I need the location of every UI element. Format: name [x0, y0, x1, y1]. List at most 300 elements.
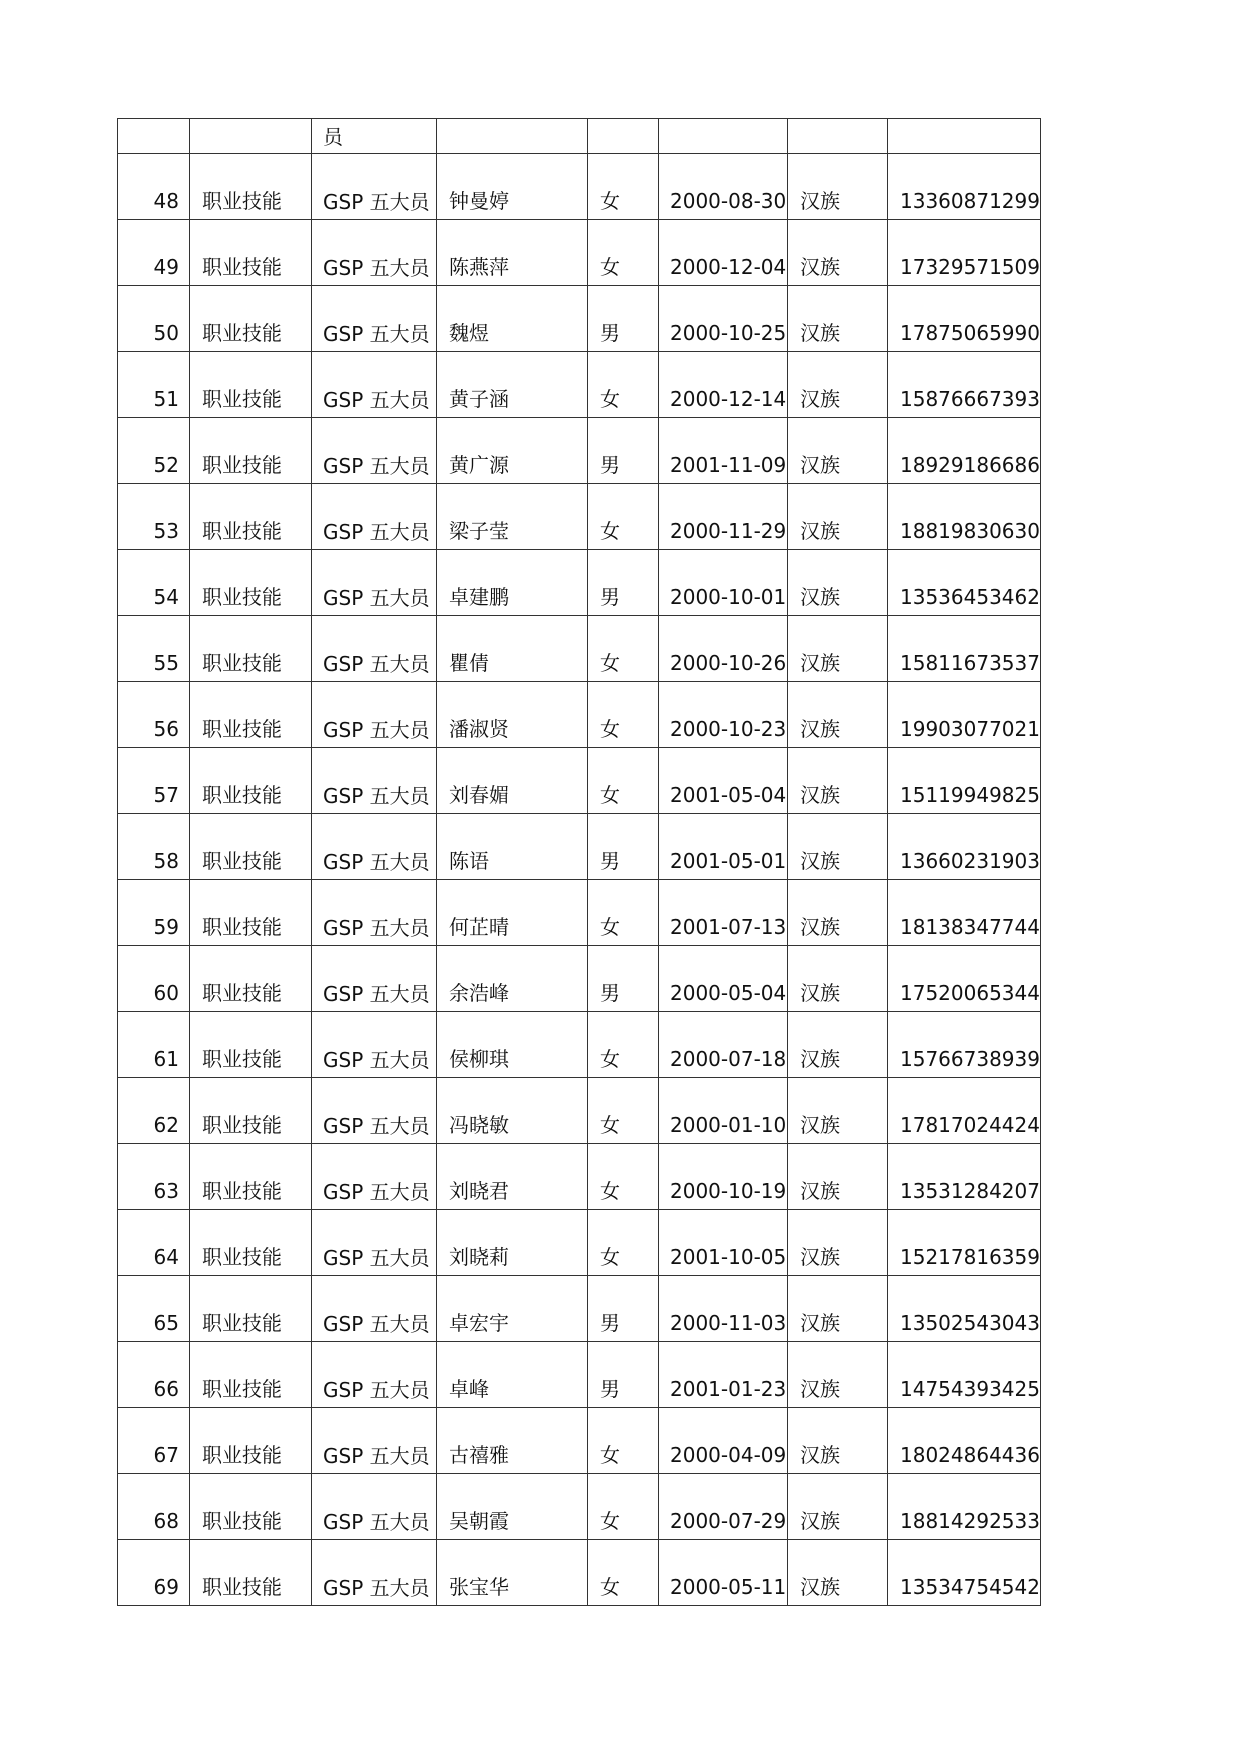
- cell-project: [312, 286, 437, 352]
- cell-name: [437, 682, 588, 748]
- cell-phone: [888, 119, 1041, 154]
- cell-category: [190, 484, 312, 550]
- cell-number: [118, 1276, 190, 1342]
- cell-text: 汉族: [800, 189, 840, 213]
- cell-text: GSP 五大员: [323, 1246, 430, 1270]
- cell-name: [437, 119, 588, 154]
- cell-name: [437, 880, 588, 946]
- cell-project: [312, 1408, 437, 1474]
- cell-text: 陈语: [449, 849, 489, 873]
- cell-text: 68: [153, 1509, 179, 1533]
- cell-text: GSP 五大员: [323, 916, 430, 940]
- table-row: [118, 946, 1041, 1012]
- cell-text: 56: [153, 717, 179, 741]
- cell-ethnicity: [788, 220, 888, 286]
- cell-text: [788, 145, 887, 153]
- cell-project: [312, 484, 437, 550]
- cell-text: 18819830630: [900, 519, 1040, 543]
- cell-birthdate: [659, 484, 788, 550]
- cell-text: 2000-08-30: [670, 189, 787, 213]
- cell-category: [190, 550, 312, 616]
- cell-text: 50: [153, 321, 179, 345]
- cell-number: [118, 748, 190, 814]
- cell-category: [190, 220, 312, 286]
- cell-text: 女: [600, 1509, 620, 1533]
- cell-text: GSP 五大员: [323, 256, 430, 280]
- table-row: [118, 352, 1041, 418]
- cell-project: [312, 119, 437, 154]
- cell-birthdate: [659, 1276, 788, 1342]
- cell-text: 男: [600, 981, 620, 1005]
- cell-text: 62: [153, 1113, 179, 1137]
- cell-category: [190, 1210, 312, 1276]
- cell-text: 职业技能: [202, 1509, 282, 1533]
- cell-birthdate: [659, 154, 788, 220]
- cell-text: 2000-10-26: [670, 651, 787, 675]
- cell-project: [312, 1540, 437, 1606]
- cell-text: 卓建鹏: [449, 585, 509, 609]
- cell-ethnicity: [788, 880, 888, 946]
- cell-text: 13660231903: [900, 849, 1040, 873]
- cell-text: 职业技能: [202, 981, 282, 1005]
- cell-text: GSP 五大员: [323, 784, 430, 808]
- cell-ethnicity: [788, 814, 888, 880]
- cell-gender: [588, 550, 659, 616]
- cell-number: [118, 550, 190, 616]
- cell-category: [190, 748, 312, 814]
- cell-birthdate: [659, 352, 788, 418]
- cell-gender: [588, 1276, 659, 1342]
- cell-gender: [588, 286, 659, 352]
- cell-phone: [888, 418, 1041, 484]
- cell-text: 64: [153, 1245, 179, 1269]
- cell-text: 女: [600, 1575, 620, 1599]
- cell-number: [118, 1144, 190, 1210]
- cell-text: 职业技能: [202, 453, 282, 477]
- cell-text: 汉族: [800, 1377, 840, 1401]
- cell-text: 2001-07-13: [670, 915, 787, 939]
- cell-text: GSP 五大员: [323, 388, 430, 412]
- table-row: [118, 1474, 1041, 1540]
- cell-text: 汉族: [800, 1509, 840, 1533]
- cell-name: [437, 550, 588, 616]
- cell-project: [312, 418, 437, 484]
- cell-text: 吴朝霞: [449, 1509, 509, 1533]
- cell-text: 2000-07-29: [670, 1509, 787, 1533]
- cell-text: 职业技能: [202, 1443, 282, 1467]
- cell-text: GSP 五大员: [323, 586, 430, 610]
- cell-text: 15217816359: [900, 1245, 1040, 1269]
- cell-gender: [588, 1210, 659, 1276]
- table-row: [118, 119, 1041, 154]
- cell-gender: [588, 946, 659, 1012]
- cell-name: [437, 1342, 588, 1408]
- cell-birthdate: [659, 119, 788, 154]
- cell-ethnicity: [788, 1144, 888, 1210]
- cell-phone: [888, 352, 1041, 418]
- cell-text: 汉族: [800, 981, 840, 1005]
- cell-name: [437, 748, 588, 814]
- cell-text: 刘晓君: [449, 1179, 509, 1203]
- cell-text: [190, 145, 311, 153]
- cell-text: 职业技能: [202, 1311, 282, 1335]
- cell-text: 19903077021: [900, 717, 1040, 741]
- cell-number: [118, 880, 190, 946]
- cell-category: [190, 616, 312, 682]
- table-row: [118, 682, 1041, 748]
- cell-number: [118, 682, 190, 748]
- cell-text: 58: [153, 849, 179, 873]
- cell-project: [312, 946, 437, 1012]
- cell-text: 男: [600, 321, 620, 345]
- cell-name: [437, 286, 588, 352]
- cell-gender: [588, 1408, 659, 1474]
- cell-number: [118, 119, 190, 154]
- cell-number: [118, 352, 190, 418]
- cell-text: 冯晓敏: [449, 1113, 509, 1137]
- cell-gender: [588, 484, 659, 550]
- cell-gender: [588, 1012, 659, 1078]
- cell-number: [118, 220, 190, 286]
- cell-phone: [888, 1078, 1041, 1144]
- cell-phone: [888, 220, 1041, 286]
- cell-gender: [588, 418, 659, 484]
- cell-text: 魏煜: [449, 321, 489, 345]
- cell-number: [118, 946, 190, 1012]
- cell-text: 2000-11-29: [670, 519, 787, 543]
- cell-text: 陈燕萍: [449, 255, 509, 279]
- cell-ethnicity: [788, 1474, 888, 1540]
- cell-text: 员: [323, 125, 343, 149]
- table-row: [118, 1342, 1041, 1408]
- cell-category: [190, 418, 312, 484]
- cell-text: [588, 145, 658, 153]
- cell-phone: [888, 1276, 1041, 1342]
- cell-birthdate: [659, 220, 788, 286]
- table-row: [118, 1012, 1041, 1078]
- cell-text: 余浩峰: [449, 981, 509, 1005]
- cell-text: 职业技能: [202, 1245, 282, 1269]
- cell-text: 黄子涵: [449, 387, 509, 411]
- cell-text: 刘晓莉: [449, 1245, 509, 1269]
- cell-text: 职业技能: [202, 1113, 282, 1137]
- cell-number: [118, 1342, 190, 1408]
- cell-ethnicity: [788, 682, 888, 748]
- cell-text: 职业技能: [202, 1377, 282, 1401]
- table-row: [118, 814, 1041, 880]
- table-body: [118, 119, 1041, 1606]
- cell-text: 65: [153, 1311, 179, 1335]
- cell-gender: [588, 616, 659, 682]
- cell-ethnicity: [788, 946, 888, 1012]
- cell-text: 13360871299: [900, 189, 1040, 213]
- cell-text: 52: [153, 453, 179, 477]
- cell-text: 职业技能: [202, 1179, 282, 1203]
- cell-text: 女: [600, 519, 620, 543]
- cell-text: 黄广源: [449, 453, 509, 477]
- cell-gender: [588, 119, 659, 154]
- cell-category: [190, 880, 312, 946]
- cell-text: 汉族: [800, 453, 840, 477]
- cell-ethnicity: [788, 1012, 888, 1078]
- cell-text: 2000-05-11: [670, 1575, 787, 1599]
- cell-text: 汉族: [800, 651, 840, 675]
- cell-birthdate: [659, 946, 788, 1012]
- cell-text: 汉族: [800, 1443, 840, 1467]
- cell-birthdate: [659, 286, 788, 352]
- cell-text: 女: [600, 1245, 620, 1269]
- cell-phone: [888, 946, 1041, 1012]
- cell-text: 职业技能: [202, 1575, 282, 1599]
- cell-birthdate: [659, 616, 788, 682]
- cell-text: GSP 五大员: [323, 322, 430, 346]
- cell-text: 男: [600, 453, 620, 477]
- table-row: [118, 418, 1041, 484]
- cell-birthdate: [659, 1342, 788, 1408]
- cell-ethnicity: [788, 286, 888, 352]
- cell-category: [190, 682, 312, 748]
- cell-project: [312, 682, 437, 748]
- cell-phone: [888, 748, 1041, 814]
- cell-text: 女: [600, 1047, 620, 1071]
- cell-number: [118, 1540, 190, 1606]
- cell-phone: [888, 1144, 1041, 1210]
- cell-text: 13531284207: [900, 1179, 1040, 1203]
- cell-text: 女: [600, 387, 620, 411]
- cell-number: [118, 418, 190, 484]
- cell-phone: [888, 550, 1041, 616]
- table-row: [118, 616, 1041, 682]
- cell-text: 2001-05-01: [670, 849, 787, 873]
- cell-ethnicity: [788, 550, 888, 616]
- cell-number: [118, 286, 190, 352]
- cell-name: [437, 484, 588, 550]
- cell-name: [437, 220, 588, 286]
- cell-text: 女: [600, 651, 620, 675]
- cell-text: 48: [153, 189, 179, 213]
- cell-ethnicity: [788, 119, 888, 154]
- cell-text: GSP 五大员: [323, 1180, 430, 1204]
- cell-gender: [588, 1540, 659, 1606]
- cell-project: [312, 1210, 437, 1276]
- cell-text: GSP 五大员: [323, 190, 430, 214]
- cell-text: 汉族: [800, 1245, 840, 1269]
- cell-text: GSP 五大员: [323, 1114, 430, 1138]
- cell-phone: [888, 616, 1041, 682]
- cell-text: 女: [600, 189, 620, 213]
- cell-category: [190, 1012, 312, 1078]
- cell-text: 60: [153, 981, 179, 1005]
- cell-text: 刘春媚: [449, 783, 509, 807]
- cell-text: 2001-10-05: [670, 1245, 787, 1269]
- cell-number: [118, 1408, 190, 1474]
- cell-text: 18138347744: [900, 915, 1040, 939]
- cell-phone: [888, 1540, 1041, 1606]
- cell-text: 51: [153, 387, 179, 411]
- cell-ethnicity: [788, 616, 888, 682]
- cell-name: [437, 1276, 588, 1342]
- cell-text: 职业技能: [202, 915, 282, 939]
- cell-name: [437, 1078, 588, 1144]
- cell-phone: [888, 1408, 1041, 1474]
- cell-text: 职业技能: [202, 717, 282, 741]
- cell-project: [312, 1078, 437, 1144]
- cell-gender: [588, 814, 659, 880]
- table-row: [118, 748, 1041, 814]
- cell-text: 2000-10-23: [670, 717, 787, 741]
- cell-phone: [888, 286, 1041, 352]
- cell-birthdate: [659, 880, 788, 946]
- cell-gender: [588, 1342, 659, 1408]
- table-row: [118, 550, 1041, 616]
- table-row: [118, 286, 1041, 352]
- cell-text: 53: [153, 519, 179, 543]
- cell-birthdate: [659, 1144, 788, 1210]
- cell-text: 汉族: [800, 321, 840, 345]
- cell-text: 69: [153, 1575, 179, 1599]
- cell-project: [312, 748, 437, 814]
- table-row: [118, 1276, 1041, 1342]
- cell-ethnicity: [788, 1342, 888, 1408]
- cell-text: GSP 五大员: [323, 850, 430, 874]
- cell-text: GSP 五大员: [323, 1576, 430, 1600]
- cell-project: [312, 1012, 437, 1078]
- cell-text: 2000-07-18: [670, 1047, 787, 1071]
- cell-text: 职业技能: [202, 651, 282, 675]
- table-row: [118, 1078, 1041, 1144]
- cell-number: [118, 154, 190, 220]
- cell-category: [190, 352, 312, 418]
- cell-name: [437, 1540, 588, 1606]
- cell-text: GSP 五大员: [323, 454, 430, 478]
- cell-text: GSP 五大员: [323, 1444, 430, 1468]
- cell-gender: [588, 880, 659, 946]
- cell-category: [190, 814, 312, 880]
- cell-phone: [888, 484, 1041, 550]
- cell-name: [437, 418, 588, 484]
- cell-text: 职业技能: [202, 783, 282, 807]
- cell-category: [190, 286, 312, 352]
- cell-ethnicity: [788, 154, 888, 220]
- cell-gender: [588, 1078, 659, 1144]
- cell-gender: [588, 1474, 659, 1540]
- cell-gender: [588, 220, 659, 286]
- cell-text: 2000-11-03: [670, 1311, 787, 1335]
- cell-text: 汉族: [800, 1113, 840, 1137]
- cell-text: 汉族: [800, 1575, 840, 1599]
- cell-text: 女: [600, 783, 620, 807]
- cell-category: [190, 1144, 312, 1210]
- cell-category: [190, 1078, 312, 1144]
- cell-text: GSP 五大员: [323, 982, 430, 1006]
- cell-ethnicity: [788, 1540, 888, 1606]
- cell-text: 职业技能: [202, 585, 282, 609]
- cell-category: [190, 1474, 312, 1540]
- table-row: [118, 1210, 1041, 1276]
- cell-phone: [888, 1342, 1041, 1408]
- cell-text: 古禧雅: [449, 1443, 509, 1467]
- cell-ethnicity: [788, 1276, 888, 1342]
- cell-number: [118, 1012, 190, 1078]
- cell-ethnicity: [788, 1408, 888, 1474]
- cell-text: 18024864436: [900, 1443, 1040, 1467]
- cell-phone: [888, 1474, 1041, 1540]
- cell-project: [312, 814, 437, 880]
- cell-text: 男: [600, 1311, 620, 1335]
- cell-category: [190, 946, 312, 1012]
- cell-birthdate: [659, 418, 788, 484]
- cell-phone: [888, 1012, 1041, 1078]
- cell-project: [312, 1144, 437, 1210]
- cell-text: GSP 五大员: [323, 652, 430, 676]
- cell-text: 13502543043: [900, 1311, 1040, 1335]
- cell-text: 15119949825: [900, 783, 1040, 807]
- cell-category: [190, 1540, 312, 1606]
- cell-project: [312, 616, 437, 682]
- cell-text: GSP 五大员: [323, 1510, 430, 1534]
- cell-project: [312, 154, 437, 220]
- cell-text: 2000-10-01: [670, 585, 787, 609]
- cell-text: 汉族: [800, 585, 840, 609]
- cell-name: [437, 814, 588, 880]
- cell-ethnicity: [788, 484, 888, 550]
- cell-text: 汉族: [800, 519, 840, 543]
- cell-text: 卓宏宇: [449, 1311, 509, 1335]
- cell-name: [437, 1144, 588, 1210]
- cell-text: 18929186686: [900, 453, 1040, 477]
- cell-project: [312, 550, 437, 616]
- cell-category: [190, 1408, 312, 1474]
- cell-name: [437, 1012, 588, 1078]
- cell-birthdate: [659, 682, 788, 748]
- cell-text: 67: [153, 1443, 179, 1467]
- cell-text: 61: [153, 1047, 179, 1071]
- cell-ethnicity: [788, 352, 888, 418]
- cell-birthdate: [659, 1540, 788, 1606]
- cell-category: [190, 119, 312, 154]
- cell-text: GSP 五大员: [323, 1048, 430, 1072]
- cell-text: 13536453462: [900, 585, 1040, 609]
- cell-category: [190, 1276, 312, 1342]
- cell-text: 汉族: [800, 783, 840, 807]
- cell-gender: [588, 682, 659, 748]
- cell-text: 汉族: [800, 1047, 840, 1071]
- table-row: [118, 1408, 1041, 1474]
- cell-text: 2001-05-04: [670, 783, 787, 807]
- cell-text: 职业技能: [202, 189, 282, 213]
- cell-text: 张宝华: [449, 1575, 509, 1599]
- cell-text: 汉族: [800, 255, 840, 279]
- cell-text: 侯柳琪: [449, 1047, 509, 1071]
- cell-project: [312, 352, 437, 418]
- cell-text: 汉族: [800, 387, 840, 411]
- cell-project: [312, 880, 437, 946]
- cell-birthdate: [659, 748, 788, 814]
- table-row: [118, 1144, 1041, 1210]
- cell-number: [118, 1078, 190, 1144]
- cell-number: [118, 616, 190, 682]
- trainee-table: [117, 118, 1041, 1606]
- cell-text: 14754393425: [900, 1377, 1040, 1401]
- cell-text: [437, 145, 587, 153]
- cell-project: [312, 1276, 437, 1342]
- cell-birthdate: [659, 814, 788, 880]
- cell-text: [659, 145, 787, 153]
- table-row: [118, 484, 1041, 550]
- cell-ethnicity: [788, 1210, 888, 1276]
- cell-text: 卓峰: [449, 1377, 489, 1401]
- cell-text: GSP 五大员: [323, 1378, 430, 1402]
